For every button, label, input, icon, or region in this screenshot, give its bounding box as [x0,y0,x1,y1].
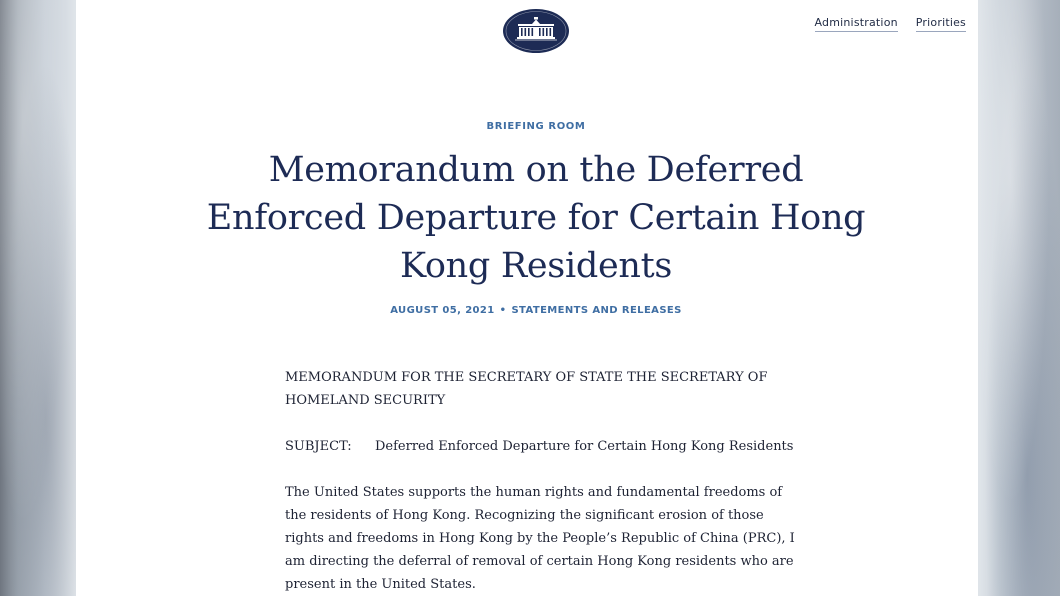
meta-separator-dot: • [499,305,507,316]
subject-text: Deferred Enforced Departure for Certain Hong Kong Residents [375,439,794,454]
memo-subject-line [285,435,805,458]
article-date: AUGUST 05, 2021 [390,305,495,316]
nav-link-priorities[interactable]: Priorities [916,16,966,32]
article-title: Memorandum on the Deferred Enforced Departure for Certain Hong Kong Residents [206,150,866,286]
nav-link-administration[interactable]: Administration [815,16,898,32]
subject-label: SUBJECT: [285,439,352,454]
article-category-link[interactable]: STATEMENTS AND RELEASES [511,305,682,316]
top-navigation [815,16,967,32]
article-meta [76,305,978,316]
right-blur-edge [978,0,1060,596]
section-eyebrow[interactable]: BRIEFING ROOM [486,121,586,132]
memo-paragraph: The United States supports the human rights and fundamental freedoms of the residents of Hong Kong. Recognizing the significant erosion of those rights and freedoms in Hong Kong by the People’s Republic of China (PRC), I am directing the deferral of removal of certain Hong Kong residents who are present in the United States. [285,485,795,592]
article-page [76,0,978,596]
left-blur-edge [0,0,76,596]
memo-addressee: MEMORANDUM FOR THE SECRETARY OF STATE THE SECRETARY OF HOMELAND SECURITY [285,370,768,408]
article-body [285,366,805,596]
white-house-logo-icon[interactable] [502,8,570,54]
